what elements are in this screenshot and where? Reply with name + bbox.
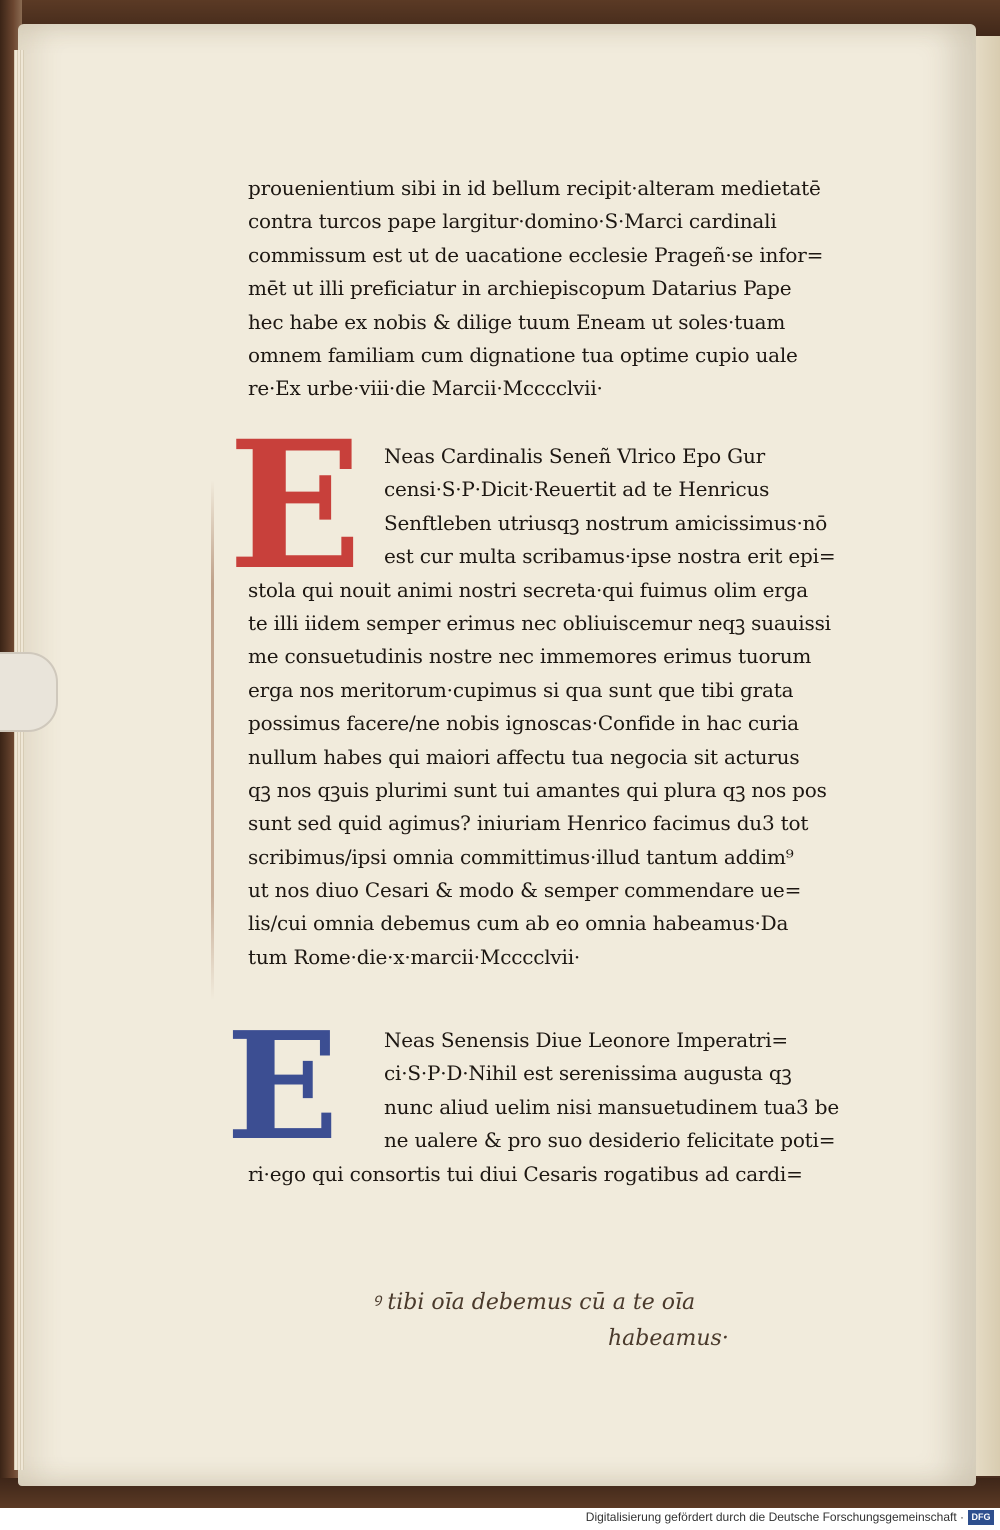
text-line: scribimus/ipsi omnia committimus·illud tantum addim⁹ xyxy=(248,844,794,869)
text-line: contra turcos pape largitur·domino·S·Marci cardinali xyxy=(248,209,777,234)
handwritten-note-line-1: ꝰ tibi oīa debemus cū a te oīa xyxy=(372,1290,696,1315)
text-line: tum Rome·die·x·marcii·Mcccclvii· xyxy=(248,944,581,969)
text-line: me consuetudinis nostre nec immemores erimus tuorum xyxy=(248,644,812,669)
text-line: Senftleben utriusqꝫ nostrum amicissimus·nō xyxy=(384,510,828,535)
red-initial-capital: E xyxy=(228,402,363,609)
handwritten-note-line-2: habeamus· xyxy=(608,1326,729,1351)
text-line: omnem familiam cum dignatione tua optime cupio uale xyxy=(248,342,798,367)
page-clip-tab xyxy=(0,652,58,732)
text-line: re·Ex urbe·viii·die Marcii·Mcccclvii· xyxy=(248,376,603,401)
text-line: Neas Cardinalis Seneñ Vlrico Epo Gur xyxy=(384,444,765,468)
text-line: censi·S·P·Dicit·Reuertit ad te Henricus xyxy=(384,477,770,502)
text-line: nunc aliud uelim nisi mansuetudinem tua3 be xyxy=(384,1094,839,1119)
passage-1 xyxy=(248,172,888,406)
text-line: te illi iidem semper erimus nec obliuiscemur neqꝫ suauissi xyxy=(248,610,831,635)
dfg-logo: DFG xyxy=(968,1510,994,1525)
text-line: ci·S·P·D·Nihil est serenissima augusta qꝫ xyxy=(384,1061,792,1086)
text-line: ut nos diuo Cesari & modo & semper commendare ue= xyxy=(248,878,802,903)
text-line: hec habe ex nobis & dilige tuum Eneam ut soles·tuam xyxy=(248,309,786,334)
blue-initial-capital: E xyxy=(226,999,339,1173)
text-line: nullum habes qui maiori affectu tua negocia sit acturus xyxy=(248,744,800,769)
text-line: sunt sed quid agimus? iniuriam Henrico facimus du3 tot xyxy=(248,811,809,836)
text-line: erga nos meritorum·cupimus si qua sunt que tibi grata xyxy=(248,677,794,702)
text-line: lis/cui omnia debemus cum ab eo omnia habeamus·Da xyxy=(248,911,789,936)
letter-2 xyxy=(248,440,888,974)
text-line: Neas Senensis Diue Leonore Imperatri= xyxy=(384,1028,788,1052)
margin-rule-mark xyxy=(211,480,214,1000)
text-line: mēt ut illi preficiatur in archiepiscopum Datarius Pape xyxy=(248,276,792,301)
text-line: qꝫ nos qꝫuis plurimi sunt tui amantes qui plura qꝫ nos pos xyxy=(248,777,827,802)
text-line: commissum est ut de uacatione ecclesie Prageñ·se infor= xyxy=(248,242,824,267)
page-stack-edge xyxy=(14,50,24,1470)
text-line: possimus facere/ne nobis ignoscas·Confide in hac curia xyxy=(248,711,799,736)
text-line: ne ualere & pro suo desiderio felicitate poti= xyxy=(384,1128,836,1153)
text-line: ri·ego qui consortis tui diui Cesaris rogatibus ad cardi= xyxy=(248,1161,803,1186)
letter-3 xyxy=(248,1024,888,1191)
funding-credit: Digitalisierung gefördert durch die Deutsche Forschungsgemeinschaft · xyxy=(585,1510,964,1524)
text-line: est cur multa scribamus·ipse nostra erit epi= xyxy=(384,544,836,569)
text-line: prouenientium sibi in id bellum recipit·alteram medietatē xyxy=(248,176,821,200)
text-line: stola qui nouit animi nostri secreta·qui fuimus olim erga xyxy=(248,577,808,602)
